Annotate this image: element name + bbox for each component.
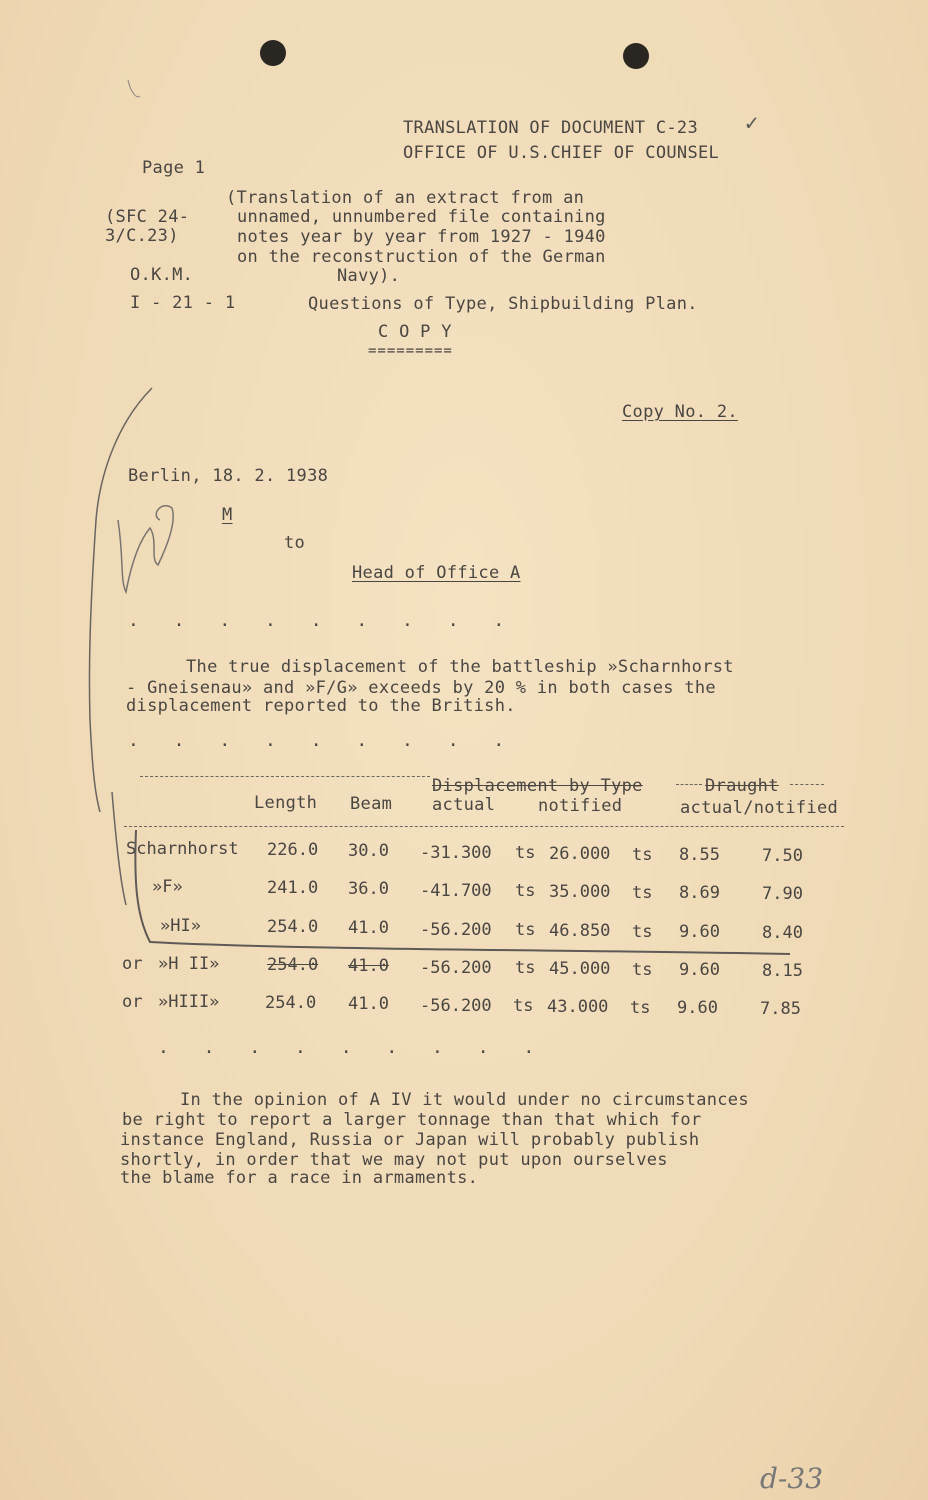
row-draught-notified: 8.40: [762, 923, 803, 943]
ellipsis-3: . . . . . . . . .: [158, 1037, 547, 1058]
group-draught: Draught: [705, 776, 779, 796]
row-length: 241.0: [267, 878, 319, 898]
row-ship-name: »HIII»: [158, 992, 220, 1012]
row-draught-actual: 8.69: [679, 883, 720, 903]
col-header-actual: actual: [432, 795, 496, 815]
row-draught-notified: 7.90: [762, 884, 803, 904]
row-ship-name: Scharnhorst: [126, 839, 239, 859]
row-length: 254.0: [267, 955, 319, 975]
col-header-beam: Beam: [350, 794, 393, 814]
copy-title: C O P Y: [378, 322, 452, 342]
row-notified: 35.000: [549, 882, 611, 902]
page-label: Page 1: [142, 158, 206, 178]
row-notified: 26.000: [549, 844, 611, 864]
row-notified-unit: ts: [630, 998, 651, 1018]
row-beam: 36.0: [348, 879, 389, 899]
row-prefix: or: [122, 992, 143, 1012]
group-displacement: Displacement by Type: [432, 776, 643, 796]
row-draught-notified: 7.85: [760, 999, 801, 1019]
note-line-5: Navy).: [337, 266, 401, 286]
para2-line-3: instance England, Russia or Japan will probably publish: [120, 1130, 700, 1150]
row-notified: 45.000: [549, 959, 611, 979]
row-actual: -41.700: [420, 881, 492, 901]
note-line-1: (Translation of an extract from an: [226, 188, 585, 208]
row-actual-unit: ts: [515, 920, 536, 940]
col-header-length: Length: [254, 793, 318, 813]
note-line-4: on the reconstruction of the German: [237, 247, 606, 267]
row-notified-unit: ts: [632, 922, 653, 942]
row-draught-actual: 9.60: [679, 960, 720, 980]
row-actual: -56.200: [420, 920, 492, 940]
row-notified-unit: ts: [632, 883, 653, 903]
from-initial: M: [222, 505, 233, 525]
para1-line-1: The true displacement of the battleship »Scharnhorst: [186, 657, 734, 677]
para2-line-1: In the opinion of A IV it would under no circumstances: [180, 1090, 749, 1110]
row-actual-unit: ts: [515, 881, 536, 901]
row-ship-name: »HI»: [160, 916, 201, 936]
row-actual-unit: ts: [515, 843, 536, 863]
row-draught-notified: 7.50: [762, 846, 803, 866]
para1-line-3: displacement reported to the British.: [126, 696, 516, 716]
date-line: Berlin, 18. 2. 1938: [128, 466, 329, 486]
row-length: 254.0: [267, 917, 319, 937]
para2-line-4: shortly, in order that we may not put upon ourselves: [120, 1150, 668, 1170]
col-header-notified: notified: [538, 796, 623, 816]
row-actual: -56.200: [420, 958, 492, 978]
note-line-2: unnamed, unnumbered file containing: [237, 207, 606, 227]
col-header-draught: actual/notified: [680, 798, 839, 818]
row-notified-unit: ts: [632, 960, 653, 980]
header-line-1: TRANSLATION OF DOCUMENT C-23: [403, 118, 698, 138]
para1-line-2: - Gneisenau» and »F/G» exceeds by 20 % in both cases the: [126, 678, 716, 698]
ellipsis-1: . . . . . . . . .: [128, 610, 517, 631]
file-number: I - 21 - 1: [130, 293, 236, 313]
row-beam: 41.0: [348, 956, 389, 976]
row-length: 254.0: [265, 993, 317, 1013]
row-actual: -56.200: [420, 996, 492, 1016]
para2-line-2: be right to report a larger tonnage than that which for: [122, 1110, 702, 1130]
row-notified-unit: ts: [632, 845, 653, 865]
row-ship-name: »H II»: [158, 954, 220, 974]
row-beam: 41.0: [348, 918, 389, 938]
subject-line: Questions of Type, Shipbuilding Plan.: [308, 294, 698, 314]
check-mark-icon: ✓: [745, 111, 759, 136]
row-actual-unit: ts: [513, 996, 534, 1016]
note-line-3: notes year by year from 1927 - 1940: [237, 227, 606, 247]
ref-line-2: 3/C.23): [105, 226, 179, 246]
row-draught-notified: 8.15: [762, 961, 803, 981]
row-ship-name: »F»: [152, 877, 183, 897]
copy-number: Copy No. 2.: [622, 402, 738, 422]
header-line-2: OFFICE OF U.S.CHIEF OF COUNSEL: [403, 143, 720, 163]
row-length: 226.0: [267, 840, 319, 860]
row-draught-actual: 8.55: [679, 845, 720, 865]
row-actual: -31.300: [420, 843, 492, 863]
row-notified: 43.000: [547, 997, 609, 1017]
to-word: to: [284, 533, 306, 553]
row-draught-actual: 9.60: [677, 998, 718, 1018]
recipient: Head of Office A: [352, 563, 521, 583]
row-notified: 46.850: [549, 921, 611, 941]
ellipsis-2: . . . . . . . . .: [128, 730, 517, 751]
ref-line-1: (SFC 24-: [105, 207, 190, 227]
para2-line-5: the blame for a race in armaments.: [120, 1168, 479, 1188]
row-beam: 30.0: [348, 841, 389, 861]
row-draught-actual: 9.60: [679, 922, 720, 942]
copy-title-underline: =========: [368, 343, 453, 359]
row-prefix: or: [122, 954, 143, 974]
okm-label: O.K.M.: [130, 265, 194, 285]
bottom-handwritten-note: d-33: [760, 1462, 824, 1495]
row-actual-unit: ts: [515, 958, 536, 978]
row-beam: 41.0: [348, 994, 389, 1014]
